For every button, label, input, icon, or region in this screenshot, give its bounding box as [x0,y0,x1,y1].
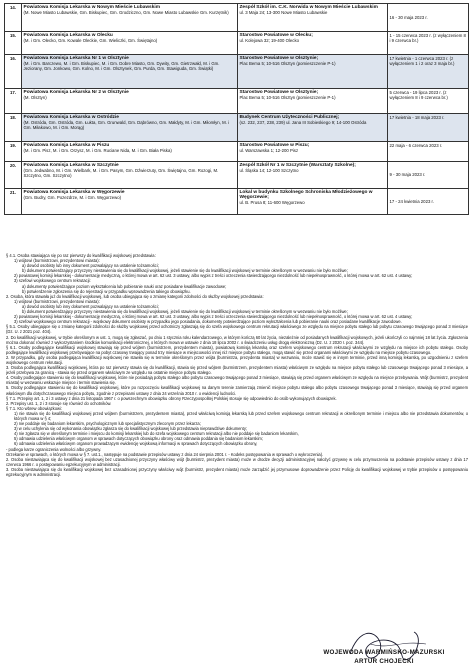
table-row [5,32,469,55]
location-cell [238,4,388,32]
commission-towns: (M. i Gm. Olecko, Gm. Kowale Oleckie, Gm. Wieliczki, Gm. Świętajno) [23,37,158,43]
regulation-paragraph: 3. Osoba niestawiająca się do kwalifikacji wojskowej bez uzasadnionej przyczyny właściwy wójt (burmistrz, prezydent miasta) może zarządzić jej przymusowe doprowadzenie przez Policję do kwalifikacji wojskowej w trybie przepisów o postępowaniu egzekucyjnym w administracji. [6,466,468,478]
commission-towns: (M. Ostróda, Gm. Ostróda, Gm. Łukta, Gm. Grunwald, Gm. Dąbrówno, Gm. Małdyty, M. i Gm. Miłomłyn, M. i Gm. Miłakowo, M. i Gm. Morąg) [23,119,229,131]
regulation-paragraph: 3. Osoba podlegająca kwalifikacji wojskowej, która po raz pierwszy stawia się do kwalifikacji, stawia się przed wójtem (burmistrzem, prezydentem miasta) właściwym ze względu na miejsce pobytu stałego lub czasowego trwającego ponad 3 miesiące, a jeżeli przebywa za granicą - stawia się przed organem właściwym ze względu na ostatnie miejsce pobytu stałego. [6,365,468,376]
row-number: 16. [5,55,22,89]
signature-block [300,630,468,670]
dates-cell: 22 maja - 6 czerwca 2023 r. [388,142,469,162]
location-address: ul. B. Prusa 8; 11-600 Węgorzewo [239,200,305,206]
regulation-paragraph: § 6.1. Osoby podlegające kwalifikacji wojskowej stawiają się przed wójtem (burmistrzem, prezydentem miasta), powiatową komisją lekarską oraz szefem wojskowego centrum rekrutacji właściwymi ze względu na miejsce ich pobytu stałego. Osoby podlegające kwalifikacji wojskowej przebywające na pobyt czasowy trwający ponad trzy miesiące w miejscowości innej niż miejsce pobytu stałego, mogą stawić się przed organami właściwymi ze względu na miejsce pobytu czasowego. [6,344,468,355]
regulation-paragraph: 4) nie zgłasza się w określonym terminie i miejscu do komisji lekarskiej lub do szefa wojskowego centrum rekrutacji albo nie poddaje się badaniom lekarskim, [14,431,299,437]
table-row [5,4,469,32]
regulation-paragraph: 3) w celu uchylenia się od wykonania obowiązku zgłasza się do kwalifikacji wojskowej lub przedstawia nieprawdziwe dokumenty; [14,426,248,432]
row-number: 20. [5,162,22,189]
commission-cell [22,4,238,32]
location-address: Plac Bema 5; 10-516 Olsztyn (pomieszczenie P-1) [239,60,336,66]
commission-cell [22,89,238,114]
regulation-paragraph: a) dokumenty potwierdzające poziom wykształcenia lub pobieranie nauki oraz posiadane kwalifikacje zawodowe; [22,283,227,289]
commission-name: Powiatowa Komisja Lekarska w Ostródzie [23,114,119,120]
regulation-paragraph: 1) wójtowi (burmistrzowi, prezydentowi miasta): [14,298,100,304]
dates-cell: 17 kwietnia - 1 czerwca 2023 r. (z wyłączeniem 1 i 2 oraz 3 maja br.) [388,55,469,89]
commission-name: Powiatowa Komisja Lekarska w Szczytnie [23,162,119,168]
location-name: Lokal w budynku Szkolnego Schroniska Młodzieżowego w Węgorzewie; [239,189,373,200]
location-name: Budynek Centrum Użyteczności Publicznej; [239,114,340,120]
commission-towns: (M. Nowe Miasto Lubawskie, Gm. Biskupiec, Gm. Grodziczno, Gm. Nowe Miasto Lubawskie Gm. Kurzętnik) [23,9,229,15]
dates-cell: 17 kwietnia - 18 maja 2023 r. [388,114,469,142]
signatory-title: WOJEWODA WARMIŃSKO-MAZURSKI [323,649,445,656]
location-name: Starostwo Powiatowe w Olecku; [239,32,313,38]
table-row [5,189,469,215]
commission-cell [22,114,238,142]
location-address: ul. Śląska 14; 12-100 Szczytno [239,167,299,173]
location-address: Plac Bema 5; 10-516 Olsztyn (pomieszczenie P-1) [239,94,336,100]
regulations-text [6,253,468,633]
regulation-paragraph: 2) nie poddaje się badaniom lekarskim, psychologicznym lub specjalistycznym zleconym przez lekarza; [14,421,201,427]
commission-rows [5,4,469,215]
regulation-paragraph: 6) odmawia udzielenia właściwym organom prowadzącym ewidencję wojskową informacji w sprawach dotyczących obowiązku obrony, [14,441,258,447]
dates-cell: 1 - 15 czerwca 2023 r. (z wyłączeniem 8 i 9 czerwca br.) [388,32,469,55]
location-name: Starostwo Powiatowe w Piszu; [239,142,310,148]
location-name: Starostwo Powiatowe w Olsztynie; [239,89,319,95]
location-cell [238,142,388,162]
regulation-paragraph: § 7.1. Kto wbrew obowiązkowi: [6,405,62,411]
dates-cell: 17 - 24 kwietnia 2023 r. [388,189,469,215]
regulation-paragraph: 2. W przypadku, gdy osoba podlegająca kwalifikacji wojskowej nie stawiła się w terminie określonym przez wójta (burmistrza, prezydenta miasta) w wezwaniu, może stawić się w innym terminie, przed inną komisją lekarską, po uzgodnieniu z szefem wojskowego centrum rekrutacji. [6,354,468,365]
row-number: 18. [5,114,22,142]
regulation-paragraph: § 4.1. Osoba stawiająca się po raz pierwszy do kwalifikacji wojskowej przedstawia: [6,253,156,258]
regulation-paragraph: 5. Osoby podlegające stawieniu się do kwalifikacji wojskowej, które po rozpoczęciu kwalifikacji wojskowej na danym terenie zamierzają zmienić miejsce pobytu stałego albo pobytu czasowego trwającego ponad 3 miesiące, stawiają się przed organem właściwym dla dotychczasowego miejsca pobytu, zgodnie z przepisami ustawy z dnia 24 września 2010 r. o ewidencji ludności. [6,385,468,396]
commission-cell [22,32,238,55]
commission-towns: (M. i Gm. Pisz, M. i Gm. Orzysz, M. i Gm. Ruciane Nida, M. i Gm. Biała Piska) [23,147,172,153]
table-row [5,162,469,189]
regulation-paragraph: 4. Osoby podlegające stawieniu się do kwalifikacji wojskowej, które nie posiadają pobytu stałego albo pobytu czasowego trwającego ponad 3 miesiące, stawiają się przed organem właściwym ze względu na miejsce przebywania. Wójt (burmistrz, prezydent miasta) w wezwaniu wskazuje miejsce i termin stawienia się. [6,375,468,386]
location-cell [238,89,388,114]
location-name: Starostwo Powiatowe w Olsztynie; [239,55,319,61]
regulation-paragraph: § 7.1. Przepisy art. 1, 2 i 3 ustawy z dnia 21 listopada 1967 r. o powszechnym obowiązku obrony Rzeczypospolitej Polskiej stosuje się odpowiednio do osób wykonujących obowiązek. [6,395,337,401]
regulation-paragraph: b) dokument potwierdzający przyczyny niestawienia się do kwalifikacji wojskowej, jeżeli stawienie się do kwalifikacji wojskowej w terminie określonym w wezwaniu nie było możliwe; [22,309,348,315]
table-row [5,114,469,142]
commission-cell [22,162,238,189]
regulation-paragraph: 1) wójtowi (burmistrzowi, prezydentowi miasta): [14,258,100,264]
regulation-paragraph: - podlega karze ograniczenia wolności albo grzywny. [6,446,102,452]
regulation-paragraph: a) dowód osobisty lub inny dokument pozwalający na ustalenie tożsamości; [22,263,159,269]
dates-cell: 16 - 30 maja 2023 r. [388,4,469,32]
table-row [5,142,469,162]
regulation-paragraph: § 5.1. Osoby ubiegające się o zmianę kategorii zdolności do służby wojskowej przed ochotniczy zgłaszają się do szefa wojskowego centrum rekrutacji właściwego ze względu na miejsce pobytu stałego lub pobytu czasowego trwającego ponad 3 miesiące (Dz. U. z 2021 poz. 404). [6,324,468,335]
regulation-paragraph: b) dokument potwierdzający przyczyny niestawienia się do kwalifikacji wojskowej, jeżeli stawienie się do kwalifikacji wojskowej w terminie określonym w wezwaniu nie było możliwe; [22,268,348,274]
location-cell [238,114,388,142]
regulation-paragraph: 2. Osoba, która stawała już do kwalifikacji wojskowej, lub osoba ubiegająca się o zmianę kategorii zdolności do służby wojskowej przedstawia: [6,293,264,299]
location-address: ul. Kolejowa 32; 19-400 Olecko [239,37,299,43]
commission-towns: (M. Olsztyn) [23,94,47,100]
row-number: 19. [5,142,22,162]
commission-name: Powiatowa Komisja Lekarska w Węgorzewie [23,189,125,195]
row-number: 17. [5,89,22,114]
regulation-paragraph: 2) powiatowej komisji lekarskiej - dokumentację medyczną, o której mowa w art. 62 ust. 3 ustawy, albo wypis z treści orzeczenia stwierdzającego niezdolność lub niepełnosprawność, o której mowa w art. 62 ust. 4 ustawy; [14,314,413,320]
commissions-table [4,3,469,215]
location-cell [238,189,388,215]
commission-towns: (M. i Gm. Barczewo, M. i Gm. Biskupiec, M. i Gm. Dobre Miasto, Gm. Dywity, Gm. Gietrzwałd, M. i Gm. Jeziorany, Gm. Jonkowo, Gm. Kolno, M. i Gm. Olsztynek, Gm. Purda, Gm. Stawiguda, Gm. Świątki) [23,60,220,72]
commission-towns: (Gm. Budry, Gm. Pozezdrze, M. i Gm. Węgorzewo) [23,194,122,200]
commission-name: Powiatowa Komisja Lekarska w Nowym Mieście Lubawskim [23,4,160,10]
regulation-paragraph: 5) odmawia udzielenia właściwym organom w sprawach dotyczących obowiązku obrony oraz odmawia poddania się badaniom lekarskim; [14,436,263,442]
row-number: 21. [5,189,22,215]
regulation-paragraph: a) dowód osobisty lub inny dokument pozwalający na ustalenie tożsamości; [22,303,159,309]
location-address: ul. 3 Maja 24; 13-300 Nowe Miasto Lubawskie [239,9,328,15]
regulation-paragraph: b) potwierdzenie zgłoszenia się do rejestracji w przypadku wprowadzenia takiego obowiązku. [22,288,191,294]
row-number: 14. [5,4,22,32]
location-cell [238,55,388,89]
regulation-paragraph: 2. Przepisy ust. 1, 2 i 3 stosuje się również do ochotników. [6,400,112,406]
row-number: 15. [5,32,22,55]
table-row [5,55,469,89]
commission-towns: (Gm. Jedwabno, M. i Gm. Wielbark, M. i Gm. Pasym, Gm. Dźwierzuty, Gm. Świętajno, Gm. Rozogi, M. Szczytno, Gm. Szczytno) [23,167,219,179]
dates-cell: 9 - 30 maja 2023 r. [388,162,469,189]
location-cell [238,162,388,189]
location-address: ul. Warszawska 1; 12-200 Pisz [239,147,299,153]
regulation-paragraph: 2. Osoba niestawiająca się do kwalifikacji wojskowej bez uzasadnionej przyczyny właściwy wójt (burmistrz, prezydent miasta) może w drodze decyzji administracyjnej nałożyć grzywnę w celu przymuszenia na podstawie przepisów ustawy z dnia 17 czerwca 1966 r. o postępowaniu egzekucyjnym w administracji. [6,456,468,467]
commission-cell [22,55,238,89]
regulation-paragraph: 1) nie stawia się do kwalifikacji wojskowej przed wójtem (burmistrzem, prezydentem miasta), przed właściwą komisją lekarską lub przed szefem wojskowego centrum rekrutacji w określonym terminie i miejscu albo nie przedstawia dokumentów, o których mowa w § 4; [14,410,468,421]
dates-cell: 5 czerwca - 19 lipca 2023 r. (z wyłączeniem 8 i 9 czerwca br.) [388,89,469,114]
signatory-name: ARTUR CHOJECKI [354,658,414,665]
location-address: (sz. 232, 237, 238, 239) ul. Jana III Sobieskiego 9; 14-100 Ostróda [239,119,367,125]
commission-name: Powiatowa Komisja Lekarska w Piszu [23,142,110,148]
commission-name: Powiatowa Komisja Lekarska Nr 2 w Olsztynie [23,89,129,95]
commission-cell [22,142,238,162]
location-name: Zespół Szkół im. C.K. Norwida w Nowym Mieście Lubawskim [239,4,378,10]
regulation-paragraph: Orzekanie w sprawach, o których mowa w § 7. ust.1., następuje na podstawie przepisów ustawy z dnia 24 sierpnia 2001 r. - Kodeks postępowania w sprawach o wykroczenia). [6,451,324,457]
commission-cell [22,189,238,215]
commission-name: Powiatowa Komisja Lekarska w Olecku [23,32,113,38]
table-row [5,89,469,114]
regulation-paragraph: 2) powiatowej komisji lekarskiej - dokumentację medyczną, o której mowa w art. 62 ust. 3 ustawy, albo wypis z treści orzeczenia stwierdzającego niezdolność lub niepełnosprawność, o której mowa w art. 62 ust. 4 ustawy; [14,273,413,279]
location-cell [238,32,388,55]
regulation-paragraph: 3) szefowi wojskowego centrum rekrutacji: [14,278,91,284]
regulation-paragraph: 3) szefowi wojskowego centrum rekrutacji - wojskowy dokument osobisty w przypadku jego posiadania, dokumenty potwierdzające poziom wykształcenia lub pobieranie nauki oraz posiadane kwalifikacje zawodowe. [14,319,402,325]
commission-name: Powiatowa Komisja Lekarska Nr 1 w Olsztynie [23,55,129,61]
location-name: Zespół Szkół Nr 1 w Szczytnie (Warsztaty Szkolne); [239,162,356,168]
regulation-paragraph: 2. Do kwalifikacji wojskowej, w trybie określonym w ust. 1, mogą się zgłaszać, po dniu 1 stycznia roku kalendarzowego, w którym kończą 60 lat życia, niezależnie od posiadanych kwalifikacji wojskowych, jeżeli ukończyli co najmniej 18 lat życia. Zgłoszenia można dokonać również z wykorzystaniem środków komunikacji elektronicznej, o których mowa w ustawie z dnia 18 lipca 2002 r. o świadczeniu usług drogą elektroniczną (Dz. U. z 2020 r. poz. 344). [6,334,468,345]
